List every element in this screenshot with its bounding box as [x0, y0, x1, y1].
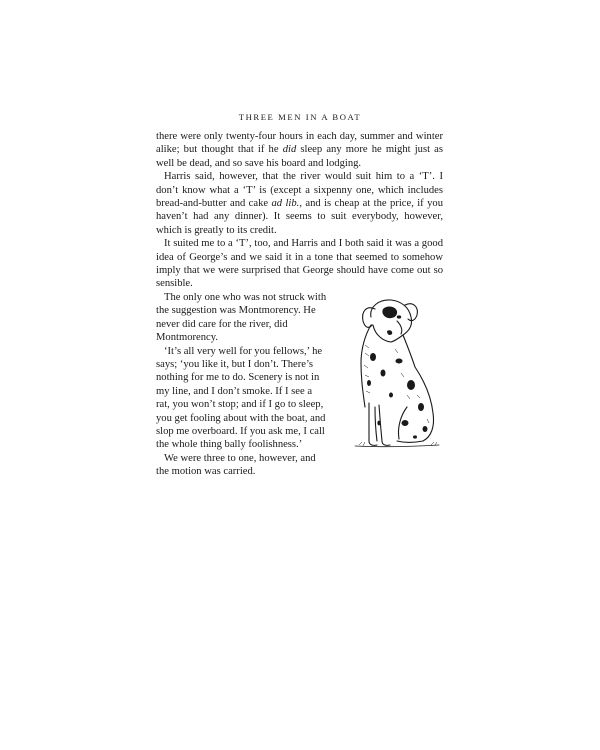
sitting-dog-illustration-icon: [335, 295, 445, 453]
paragraph-1: [156, 130, 443, 170]
paragraph-2-text-b: , and is cheap at the price, if you haven’t had any dinner). It seems to suit everybody, however, which is greatly to its credit.: [156, 198, 444, 236]
paragraph-1-text-a: there were only twenty-four hours in each day, summer and winter alike; but thought that if he: [156, 131, 443, 156]
paragraph-5: ‘It’s all very well for you fellows,’ he says; ‘you like it, but I don’t. There’s nothing for me to do. Scenery is not in my line, and I don’t smoke. If I see a rat, you won’t stop; and if I go to sleep, you get fooling about with the boat, and slop me overboard. If you ask me, I call the whole thing bally foolishness.’: [156, 345, 326, 451]
paragraph-3: It suited me to a ‘T’, too, and Harris and I both said it was a good idea of George’s and we said it in a tone that seemed to somehow imply that we were surprised that George should have come out so sensible.: [156, 238, 443, 290]
paragraph-2: [156, 170, 443, 237]
dog-illustration: [335, 295, 445, 453]
body-text: [156, 130, 443, 479]
paragraph-6: We were three to one, however, and the motion was carried.: [156, 452, 316, 478]
paragraph-1-text-b: sleep any more he might just as well be dead, and so save his board and lodging.: [156, 144, 444, 169]
paragraph-2-text-a: Harris said, however, that the river would suit him to a ‘T’. I don’t know what a ‘T’ is (except a sixpenny one, which includes bread-and-butter and cake: [156, 171, 443, 210]
paragraph-2-emphasis: ad lib.: [271, 198, 300, 210]
running-head: THREE MEN IN A BOAT: [238, 112, 362, 122]
paragraph-4: The only one who was not struck with the suggestion was Montmorency. He never did care for the river, did Montmorency.: [156, 291, 327, 344]
paragraph-1-emphasis: did: [282, 144, 297, 156]
